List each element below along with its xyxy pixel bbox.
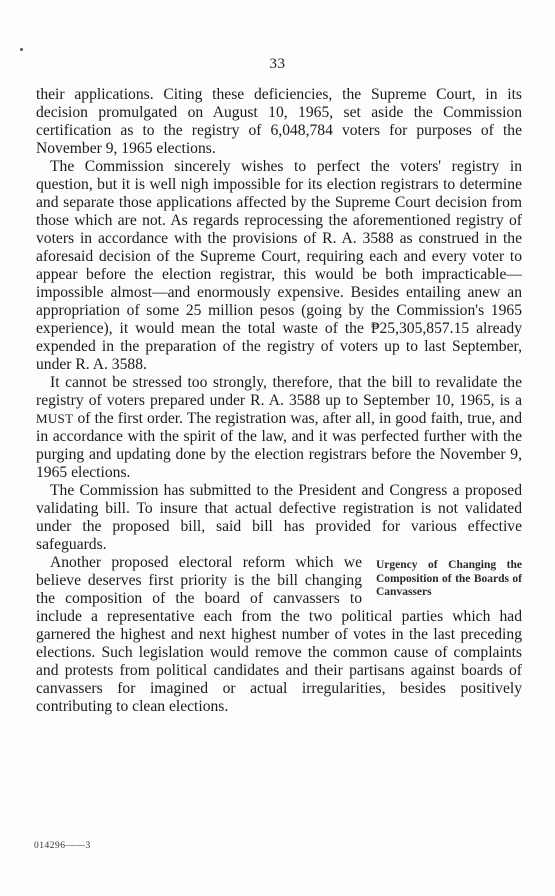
paragraph-5: Another proposed electoral reform which we believe deserves first priority is the bill changing the composition of the board of canvassers to include a representative each from the two political parties which had garnered the highest and next highest number of votes in the last preceding elections. Such legislation would remove the common cause of complaints and protests from political candidates and their partisans against boards of canvassers for imagined or actual irregularities, besides positively contributing to clean elections.	[36, 554, 522, 715]
body-text	[36, 86, 522, 716]
paragraph-3-end: of the first order. The registration was, after all, in good faith, true, and in accordance with the spirit of the law, and it was perfected further with the purging and updating done by the election registrars before the November 9, 1965 elections.	[36, 410, 522, 481]
paragraph-3-start: It cannot be stressed too strongly, therefore, that the bill to revalidate the registry of voters prepared under R. A. 3588 up to September 10, 1965, is a	[36, 374, 522, 409]
paragraph-4: The Commission has submitted to the President and Congress a proposed validating bill. To insure that actual defective registration is not validated under the proposed bill, said bill has provided for various effective safeguards.	[36, 482, 522, 553]
page-number: 33	[269, 56, 286, 72]
margin-sidenote: Urgency of Changing the Composition of the Boards of Canvassers	[376, 559, 522, 598]
paragraph-5-block	[36, 554, 522, 716]
paragraph-1: their applications. Citing these deficiencies, the Supreme Court, in its decision promulgated on August 10, 1965, set aside the Commission certification as to the registry of 6,048,784 voters for purposes of the November 9, 1965 elections.	[36, 86, 522, 157]
paragraph-2: The Commission sincerely wishes to perfect the voters' registry in question, but it is well nigh impossible for its election registrars to determine and separate those applications affected by the Supreme Court decision from those which are not. As regards reprocessing the aforementioned registry of voters in accordance with the provisions of R. A. 3588 as construed in the aforesaid decision of the Supreme Court, requiring each and every voter to appear before the election registrar, this would be both impracticable—impossible almost—and enormously expensive. Besides entailing anew an appropriation of some 25 million pesos (going by the Commission's 1965 experience), it would mean the total waste of the ₱25,305,857.15 already expended in the preparation of the registry of voters up to last September, under R. A. 3588.	[36, 158, 522, 373]
paragraph-3	[36, 374, 522, 482]
scan-speck	[20, 48, 23, 51]
printer-signature-mark: 014296——3	[34, 841, 91, 851]
emphasis-must: MUST	[36, 411, 74, 426]
